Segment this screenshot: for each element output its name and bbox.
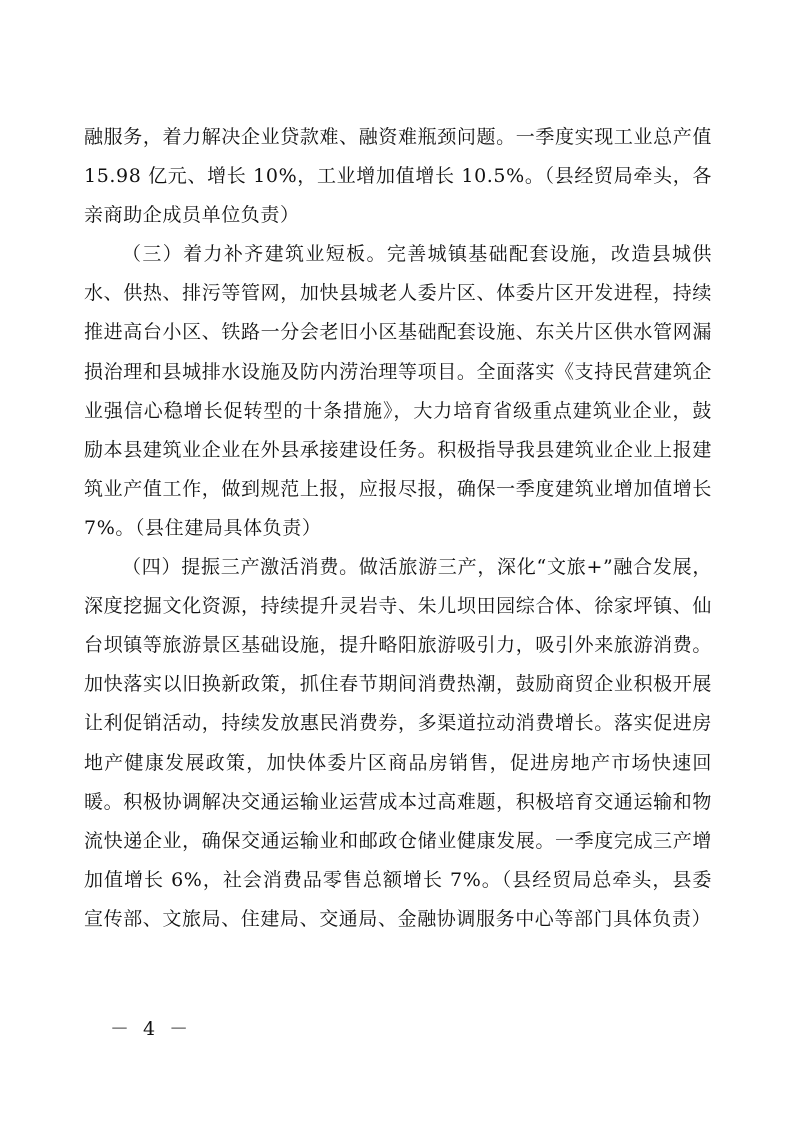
paragraph-construction-industry: （三）着力补齐建筑业短板。完善城镇基础配套设施，改造县城供水、供热、排污等管网，加快县城老人委片区、体委片区开发进程，持续推进高台小区、铁路一分会老旧小区基础配套设施、东关片区供水管网漏损治理和县城排水设施及防内涝治理等项目。全面落实《支持民营建筑企业强信心稳增长促转型的十条措施》，大力培育省级重点建筑业企业，鼓励本县建筑业企业在外县承接建设任务。积极指导我县建筑业企业上报建筑业产值工作，做到规范上报，应报尽报，确保一季度建筑业增加值增长 7%。（县住建局具体负责） — [84, 243, 712, 539]
document-body — [84, 118, 712, 939]
page-number: － 4 － — [110, 1018, 193, 1040]
paragraph-tertiary-consumption: （四）提振三产激活消费。做活旅游三产，深化“文旅+”融合发展，深度挖掘文化资源，持续提升灵岩寺、朱儿坝田园综合体、徐家坪镇、仙台坝镇等旅游景区基础设施，提升略阳旅游吸引力，吸引外来旅游消费。加快落实以旧换新政策，抓住春节期间消费热潮，鼓励商贸企业积极开展让利促销活动，持续发放惠民消费券，多渠道拉动消费增长。落实促进房地产健康发展政策，加快体委片区商品房销售，促进房地产市场快速回暖。积极协调解决交通运输业运营成本过高难题，积极培育交通运输和物流快递企业，确保交通运输业和邮政仓储业健康发展。一季度完成三产增加值增长 6%，社会消费品零售总额增长 7%。（县经贸局总牵头，县委宣传部、文旅局、住建局、交通局、金融协调服务中心等部门具体负责） — [84, 556, 712, 930]
paragraph-continuation: 融服务，着力解决企业贷款难、融资难瓶颈问题。一季度实现工业总产值 15.98 亿元、增长 10%，工业增加值增长 10.5%。（县经贸局牵头，各亲商助企成员单位负责） — [84, 126, 712, 227]
